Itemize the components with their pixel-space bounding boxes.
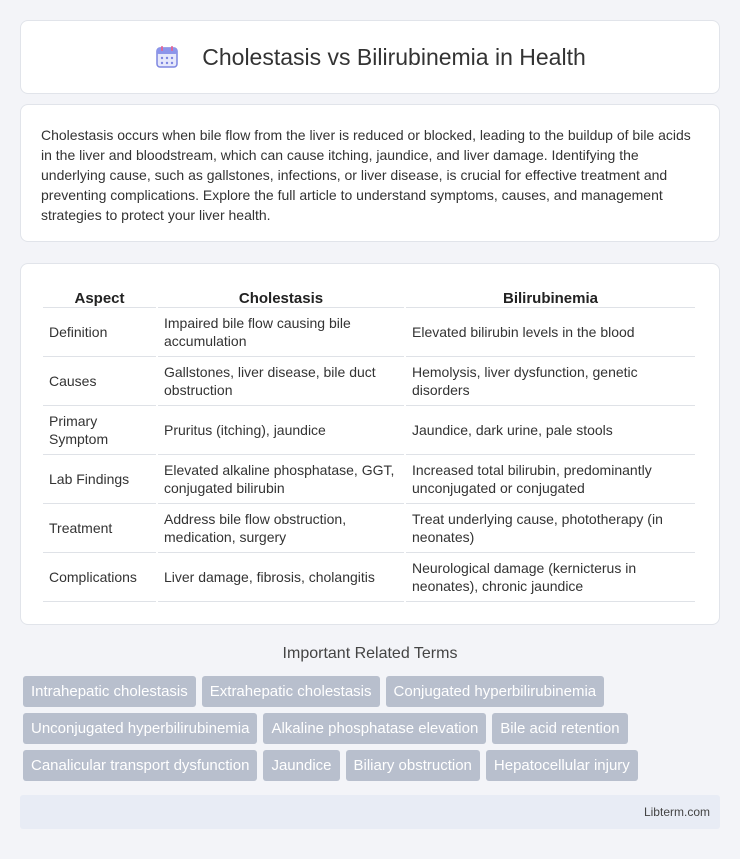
footer: [20, 795, 720, 829]
tag-hepatocellular-injury[interactable]: Hepatocellular injury: [486, 750, 638, 781]
table-row: [43, 553, 695, 602]
table-row: [43, 406, 695, 455]
tag-canalicular-transport-dysfunction[interactable]: Canalicular transport dysfunction: [23, 750, 257, 781]
row-aspect: Lab Findings: [43, 455, 156, 504]
table-row: [43, 455, 695, 504]
row-bilirubinemia: Jaundice, dark urine, pale stools: [406, 406, 695, 455]
row-aspect: Complications: [43, 553, 156, 602]
row-aspect: Treatment: [43, 504, 156, 553]
row-cholestasis: Impaired bile flow causing bile accumulation: [158, 308, 404, 357]
header-card: [20, 20, 720, 94]
row-cholestasis: Address bile flow obstruction, medication, surgery: [158, 504, 404, 553]
page-title: Cholestasis vs Bilirubinemia in Health: [202, 43, 586, 70]
row-aspect: Primary Symptom: [43, 406, 156, 455]
row-cholestasis: Gallstones, liver disease, bile duct obstruction: [158, 357, 404, 406]
row-bilirubinemia: Elevated bilirubin levels in the blood: [406, 308, 695, 357]
header-bilirubinemia: Bilirubinemia: [406, 284, 695, 308]
intro-card: [20, 104, 720, 242]
tag-biliary-obstruction[interactable]: Biliary obstruction: [346, 750, 480, 781]
header-cholestasis: Cholestasis: [158, 284, 404, 308]
table-row: [43, 308, 695, 357]
row-aspect: Definition: [43, 308, 156, 357]
row-cholestasis: Pruritus (itching), jaundice: [158, 406, 404, 455]
row-bilirubinemia: Neurological damage (kernicterus in neonates), chronic jaundice: [406, 553, 695, 602]
footer-site-link[interactable]: Libterm.com: [643, 805, 710, 819]
row-bilirubinemia: Increased total bilirubin, predominantly unconjugated or conjugated: [406, 455, 695, 504]
tag-bile-acid-retention[interactable]: Bile acid retention: [492, 713, 627, 744]
row-bilirubinemia: Treat underlying cause, phototherapy (in neonates): [406, 504, 695, 553]
header-aspect: Aspect: [43, 284, 156, 308]
related-terms-list: [23, 676, 723, 787]
comparison-card: [20, 263, 720, 625]
calendar-icon: [154, 44, 180, 70]
tag-alkaline-phosphatase-elevation[interactable]: Alkaline phosphatase elevation: [263, 713, 486, 744]
related-terms-title: Important Related Terms: [282, 645, 458, 662]
tag-unconjugated-hyperbilirubinemia[interactable]: Unconjugated hyperbilirubinemia: [23, 713, 257, 744]
row-cholestasis: Elevated alkaline phosphatase, GGT, conjugated bilirubin: [158, 455, 404, 504]
header: [154, 44, 586, 71]
comparison-table: [41, 284, 697, 602]
row-cholestasis: Liver damage, fibrosis, cholangitis: [158, 553, 404, 602]
tag-jaundice[interactable]: Jaundice: [263, 750, 339, 781]
table-row: [43, 357, 695, 406]
tag-intrahepatic-cholestasis[interactable]: Intrahepatic cholestasis: [23, 676, 196, 707]
table-row: [43, 504, 695, 553]
row-bilirubinemia: Hemolysis, liver dysfunction, genetic disorders: [406, 357, 695, 406]
row-aspect: Causes: [43, 357, 156, 406]
tag-extrahepatic-cholestasis[interactable]: Extrahepatic cholestasis: [202, 676, 380, 707]
table-header-row: [43, 284, 695, 308]
tag-conjugated-hyperbilirubinemia[interactable]: Conjugated hyperbilirubinemia: [386, 676, 605, 707]
intro-text: Cholestasis occurs when bile flow from the liver is reduced or blocked, leading to the buildup of bile acids in the liver and bloodstream, which can cause itching, jaundice, and liver damage. Identifying the underlying cause, such as gallstones, infections, or liver disease, is crucial for effective treatment and preventing complications. Explore the full article to understand symptoms, causes, and management strategies to protect your liver health.: [41, 127, 691, 223]
